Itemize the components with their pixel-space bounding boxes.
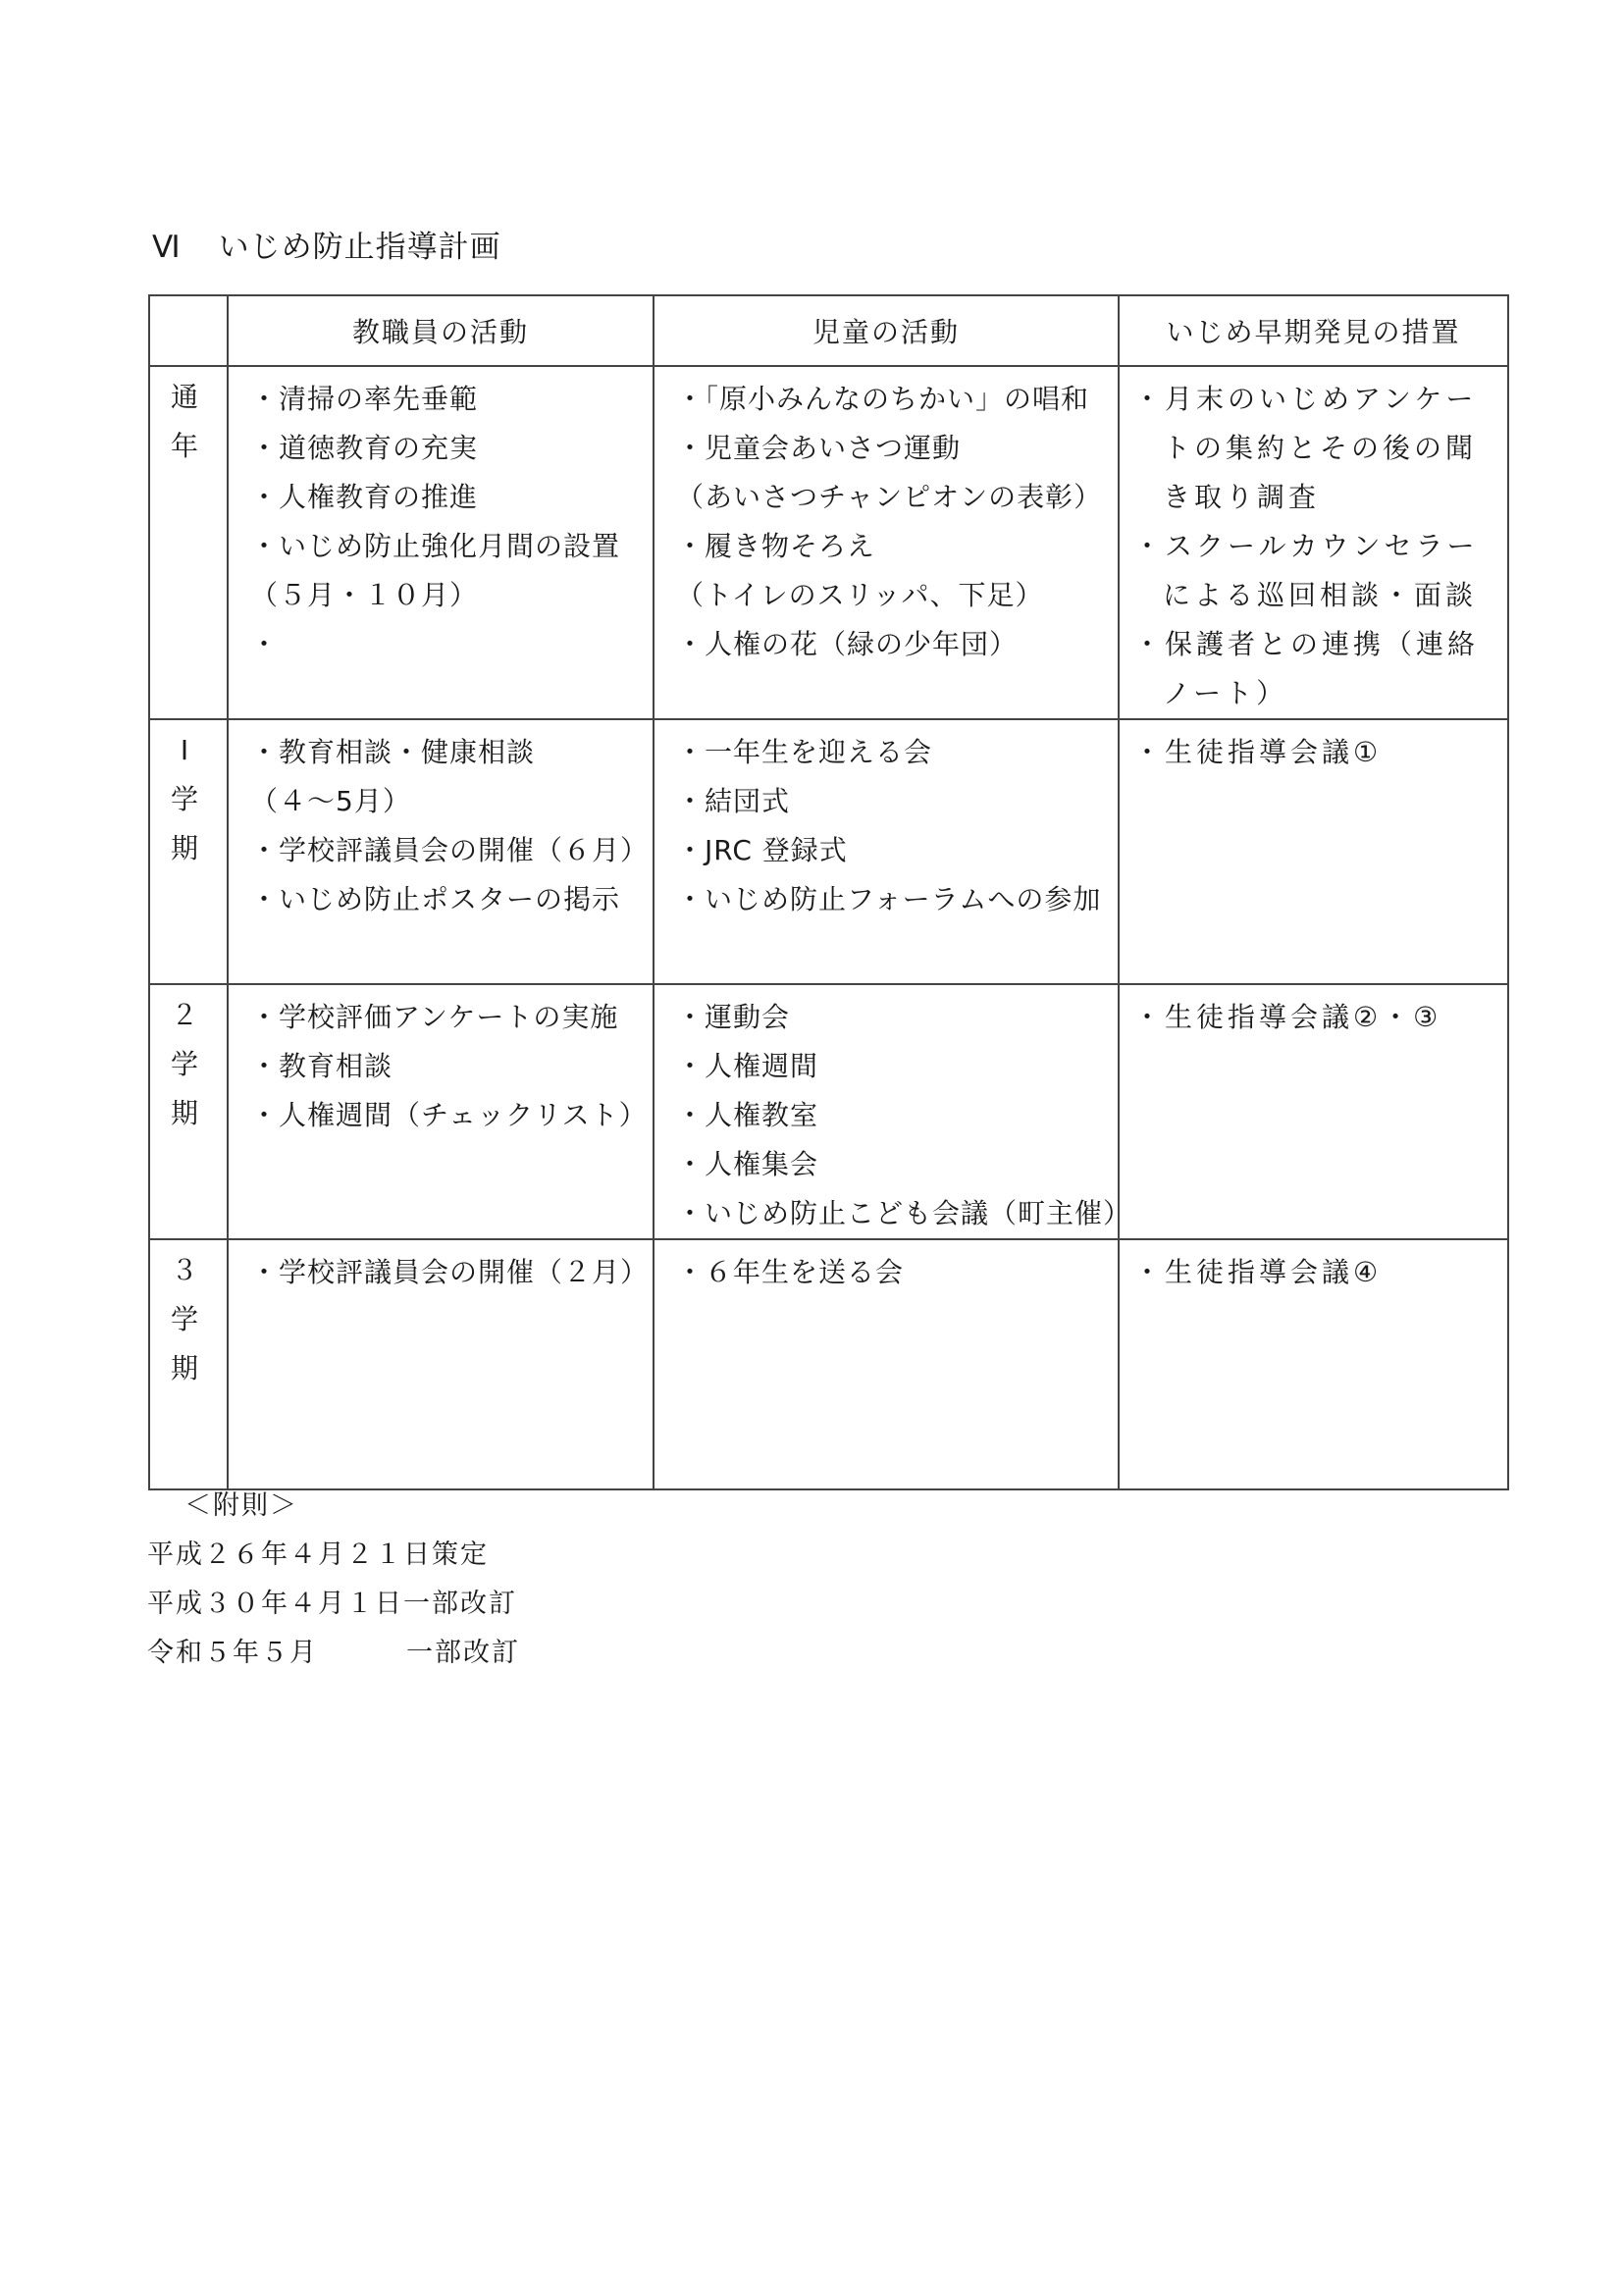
term-char: 期 — [170, 1352, 198, 1384]
list-item: ・人権の花（緑の少年団） — [676, 628, 1019, 660]
list-item: ・学校評議員会の開催（６月） — [250, 834, 650, 866]
list-item: ・人権集会 — [676, 1148, 819, 1180]
list-item: ・清掃の率先垂範 — [250, 383, 479, 415]
staff-cell — [228, 366, 654, 719]
list-item: ・生徒指導会議④ — [1133, 1256, 1383, 1288]
list-item: ・一年生を迎える会 — [676, 736, 933, 768]
list-item: ・JRC 登録式 — [676, 834, 848, 866]
term-cell — [149, 366, 228, 719]
list-item: ・学校評価アンケートの実施 — [250, 1001, 619, 1033]
list-item: ・履き物そろえ — [676, 530, 876, 562]
list-item: ・人権週間（チェックリスト） — [250, 1099, 648, 1131]
list-item: ・スクールカウンセラーによる巡回相談・面談 — [1133, 530, 1479, 611]
table-header-row — [149, 295, 1508, 366]
list-item: ・人権週間 — [676, 1050, 819, 1082]
students-cell — [654, 719, 1119, 984]
section-number: Ⅵ — [152, 230, 182, 265]
table-row-term-2 — [149, 984, 1508, 1239]
table-row-term-3 — [149, 1239, 1508, 1489]
staff-cell — [228, 984, 654, 1239]
revision-line — [147, 1531, 520, 1580]
students-cell — [654, 366, 1119, 719]
term-char: ３ — [170, 1254, 198, 1286]
term-char: 学 — [170, 1048, 198, 1080]
term-char: 学 — [170, 783, 198, 815]
revision-date: 平成３０年４月１日一部改訂 — [147, 1589, 517, 1619]
students-cell — [654, 1239, 1119, 1489]
term-cell — [149, 1239, 228, 1489]
plan-table — [148, 294, 1509, 1490]
term-char: 年 — [170, 430, 198, 462]
revision-line — [147, 1629, 520, 1678]
term-char: Ⅰ — [180, 734, 189, 766]
list-item: ・教育相談・健康相談 — [250, 736, 536, 768]
term-char: ２ — [170, 999, 198, 1031]
table-row-term-1 — [149, 719, 1508, 984]
revision-history — [147, 1482, 520, 1678]
list-item: ・教育相談 — [250, 1050, 393, 1082]
supplement-label: ＜附則＞ — [184, 1490, 298, 1521]
staff-cell — [228, 1239, 654, 1489]
measures-cell — [1119, 366, 1508, 719]
list-item: ・運動会 — [676, 1001, 791, 1033]
list-item: ・生徒指導会議① — [1133, 736, 1383, 768]
list-item: ・いじめ防止ポスターの掲示 — [250, 883, 621, 915]
header-cell-students: 児童の活動 — [654, 295, 1119, 366]
section-title: いじめ防止指導計画 — [218, 230, 501, 265]
measures-cell — [1119, 719, 1508, 984]
list-item: ・人権教室 — [676, 1099, 819, 1131]
term-char: 期 — [170, 832, 198, 864]
measures-cell — [1119, 984, 1508, 1239]
section-heading — [152, 222, 501, 266]
revision-date: 令和５年５月 — [147, 1638, 318, 1668]
list-item: ・児童会あいさつ運動 — [676, 432, 962, 464]
table-row-year-round — [149, 366, 1508, 719]
revision-line — [147, 1580, 520, 1629]
term-char: 期 — [170, 1097, 198, 1129]
list-item: （５月・１０月） — [250, 579, 479, 611]
header-cell-measures: いじめ早期発見の措置 — [1119, 295, 1508, 366]
list-item: （あいさつチャンピオンの表彰） — [676, 481, 1103, 513]
term-cell — [149, 984, 228, 1239]
list-item: ・いじめ防止フォーラムへの参加 — [676, 883, 1102, 915]
list-item: ・いじめ防止強化月間の設置 — [250, 530, 621, 562]
list-item: ・ — [250, 628, 280, 660]
header-cell-staff: 教職員の活動 — [228, 295, 654, 366]
list-item: ・「原小みんなのちかい」の唱和 — [676, 383, 1090, 415]
list-item: ・保護者との連携（連絡ノート） — [1133, 628, 1480, 709]
measures-cell — [1119, 1239, 1508, 1489]
revision-note: 一部改訂 — [406, 1638, 520, 1668]
term-char: 通 — [170, 381, 198, 413]
term-cell — [149, 719, 228, 984]
list-item: （トイレのスリッパ、下足） — [676, 579, 1044, 611]
list-item: （４～5月） — [250, 785, 411, 817]
list-item: ・人権教育の推進 — [250, 481, 479, 513]
list-item: ・６年生を送る会 — [676, 1256, 905, 1288]
list-item: ・結団式 — [676, 785, 791, 817]
list-item: ・いじめ防止こども会議（町主催） — [676, 1197, 1132, 1229]
term-char: 学 — [170, 1303, 198, 1335]
staff-cell — [228, 719, 654, 984]
header-cell-term — [149, 295, 228, 366]
list-item: ・月末のいじめアンケートの集約とその後の聞き取り調査 — [1133, 383, 1478, 513]
revision-date: 平成２６年４月２１日策定 — [147, 1539, 489, 1570]
students-cell — [654, 984, 1132, 1239]
list-item: ・学校評議員会の開催（２月） — [250, 1256, 650, 1288]
list-item: ・道徳教育の充実 — [250, 432, 479, 464]
list-item: ・生徒指導会議②・③ — [1133, 1001, 1442, 1033]
